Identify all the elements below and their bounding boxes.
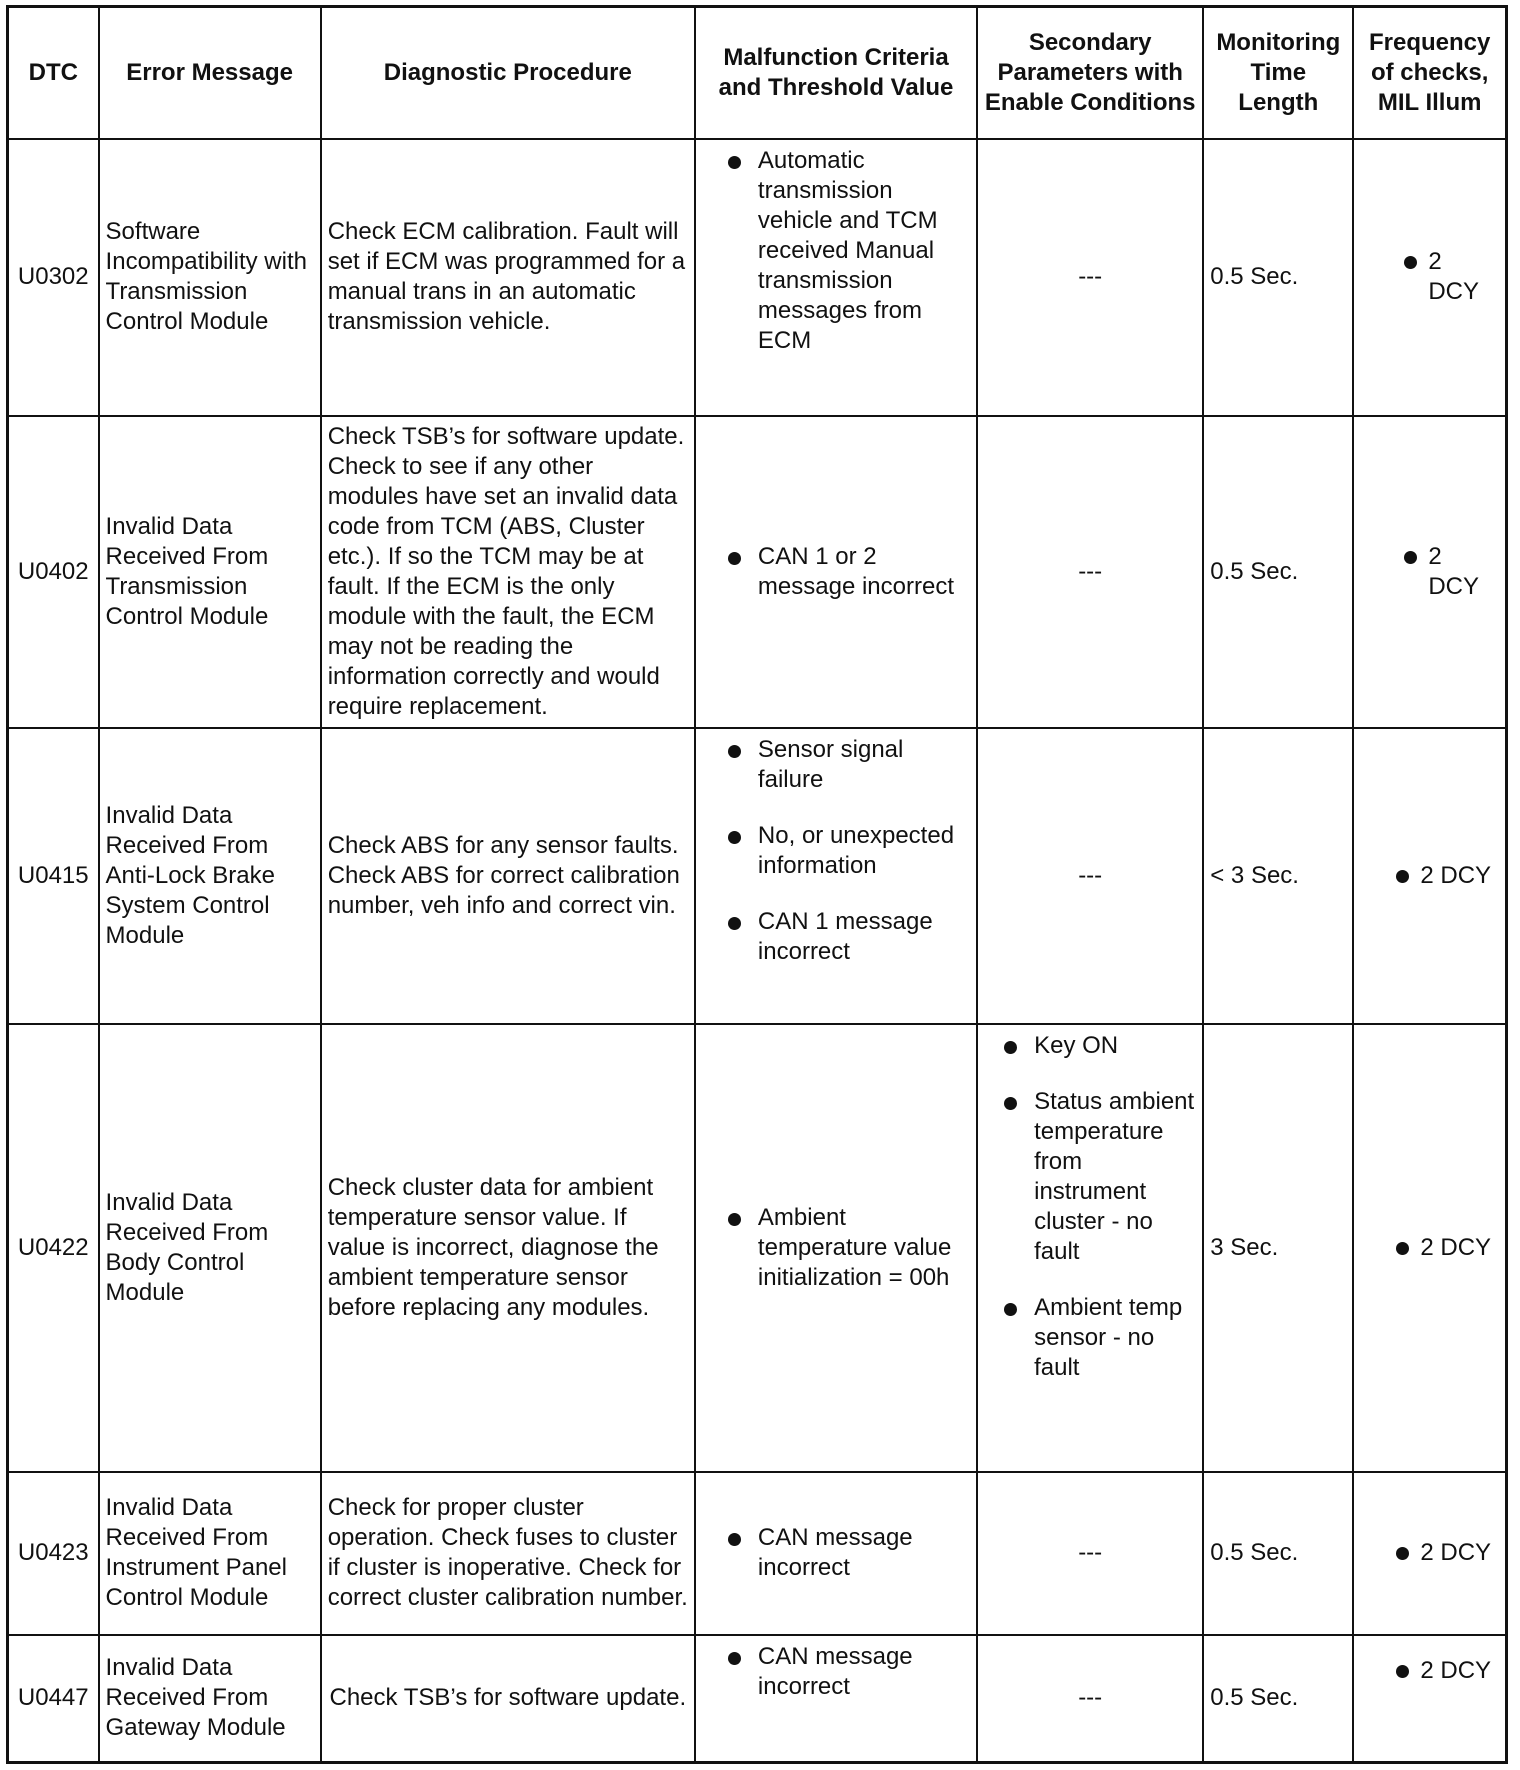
malfunction-criteria <box>695 416 977 728</box>
secondary-parameters: --- <box>977 416 1203 728</box>
dtc-code: U0422 <box>8 1024 99 1472</box>
frequency <box>1353 1472 1506 1635</box>
malfunction-criteria <box>695 1024 977 1472</box>
dtc-code: U0423 <box>8 1472 99 1635</box>
monitoring-time: 0.5 Sec. <box>1203 416 1353 728</box>
frequency-value: 2 DCY <box>1360 247 1499 307</box>
frequency <box>1353 1635 1506 1763</box>
frequency <box>1353 1024 1506 1472</box>
secondary-item: Ambient temp sensor - no fault <box>978 1293 1196 1383</box>
secondary-parameters: --- <box>977 1635 1203 1763</box>
frequency <box>1353 416 1506 728</box>
monitoring-time: 3 Sec. <box>1203 1024 1353 1472</box>
criteria-item: Automatic transmission vehicle and TCM received Manual transmission messages from ECM <box>702 146 970 356</box>
dtc-table <box>6 5 1508 1764</box>
frequency-value: 2 DCY <box>1360 1538 1499 1568</box>
secondary-parameters: --- <box>977 1472 1203 1635</box>
malfunction-criteria <box>695 1472 977 1635</box>
error-message: Invalid Data Received From Transmission Control Module <box>99 416 321 728</box>
table-row <box>8 139 1507 416</box>
dtc-code: U0302 <box>8 139 99 416</box>
header-row <box>8 7 1507 139</box>
table-row <box>8 416 1507 728</box>
diagnostic-procedure: Check TSB’s for software update. Check to see if any other modules have set an invalid data code from TCM (ABS, Cluster etc.). If so the TCM may be at fault. If the ECM is the only module with the fault, the ECM may not be reading the information correctly and would require replacement. <box>321 416 695 728</box>
criteria-item: CAN message incorrect <box>702 1523 970 1583</box>
error-message: Invalid Data Received From Anti-Lock Brake System Control Module <box>99 728 321 1024</box>
monitoring-time: 0.5 Sec. <box>1203 139 1353 416</box>
secondary-parameters: --- <box>977 728 1203 1024</box>
frequency-value: 2 DCY <box>1360 542 1499 602</box>
dtc-code: U0415 <box>8 728 99 1024</box>
error-message: Invalid Data Received From Instrument Panel Control Module <box>99 1472 321 1635</box>
header-dtc: DTC <box>8 7 99 139</box>
header-error-message: Error Message <box>99 7 321 139</box>
dtc-code: U0402 <box>8 416 99 728</box>
monitoring-time: 0.5 Sec. <box>1203 1472 1353 1635</box>
error-message: Software Incompatibility with Transmission Control Module <box>99 139 321 416</box>
diagnostic-procedure: Check cluster data for ambient temperature sensor value. If value is incorrect, diagnose the ambient temperature sensor before replacing any modules. <box>321 1024 695 1472</box>
monitoring-time: 0.5 Sec. <box>1203 1635 1353 1763</box>
criteria-item: No, or unexpected information <box>702 821 970 881</box>
header-monitoring-time: Monitoring Time Length <box>1203 7 1353 139</box>
diagnostic-procedure: Check TSB’s for software update. <box>321 1635 695 1763</box>
header-frequency: Frequency of checks, MIL Illum <box>1353 7 1506 139</box>
dtc-code: U0447 <box>8 1635 99 1763</box>
header-malfunction-criteria: Malfunction Criteria and Threshold Value <box>695 7 977 139</box>
header-secondary-parameters: Secondary Parameters with Enable Conditions <box>977 7 1203 139</box>
secondary-parameters <box>977 1024 1203 1472</box>
criteria-item: CAN message incorrect <box>702 1642 970 1702</box>
frequency-value: 2 DCY <box>1360 1656 1499 1686</box>
frequency-value: 2 DCY <box>1360 1233 1499 1263</box>
secondary-item: Key ON <box>978 1031 1196 1061</box>
malfunction-criteria <box>695 728 977 1024</box>
table-row <box>8 728 1507 1024</box>
error-message: Invalid Data Received From Gateway Module <box>99 1635 321 1763</box>
header-diagnostic-procedure: Diagnostic Procedure <box>321 7 695 139</box>
frequency <box>1353 728 1506 1024</box>
table-row <box>8 1635 1507 1763</box>
frequency-value: 2 DCY <box>1360 861 1499 891</box>
table-row <box>8 1472 1507 1635</box>
criteria-item: CAN 1 message incorrect <box>702 907 970 967</box>
diagnostic-procedure: Check ABS for any sensor faults. Check ABS for correct calibration number, veh info and correct vin. <box>321 728 695 1024</box>
criteria-item: CAN 1 or 2 message incorrect <box>702 542 970 602</box>
error-message: Invalid Data Received From Body Control Module <box>99 1024 321 1472</box>
frequency <box>1353 139 1506 416</box>
diagnostic-procedure: Check ECM calibration. Fault will set if ECM was programmed for a manual trans in an automatic transmission vehicle. <box>321 139 695 416</box>
monitoring-time: < 3 Sec. <box>1203 728 1353 1024</box>
secondary-item: Status ambient temperature from instrument cluster - no fault <box>978 1087 1196 1267</box>
malfunction-criteria <box>695 139 977 416</box>
table-row <box>8 1024 1507 1472</box>
criteria-item: Ambient temperature value initialization = 00h <box>702 1203 970 1293</box>
criteria-item: Sensor signal failure <box>702 735 970 795</box>
secondary-parameters: --- <box>977 139 1203 416</box>
diagnostic-procedure: Check for proper cluster operation. Check fuses to cluster if cluster is inoperative. Check for correct cluster calibration number. <box>321 1472 695 1635</box>
malfunction-criteria <box>695 1635 977 1763</box>
